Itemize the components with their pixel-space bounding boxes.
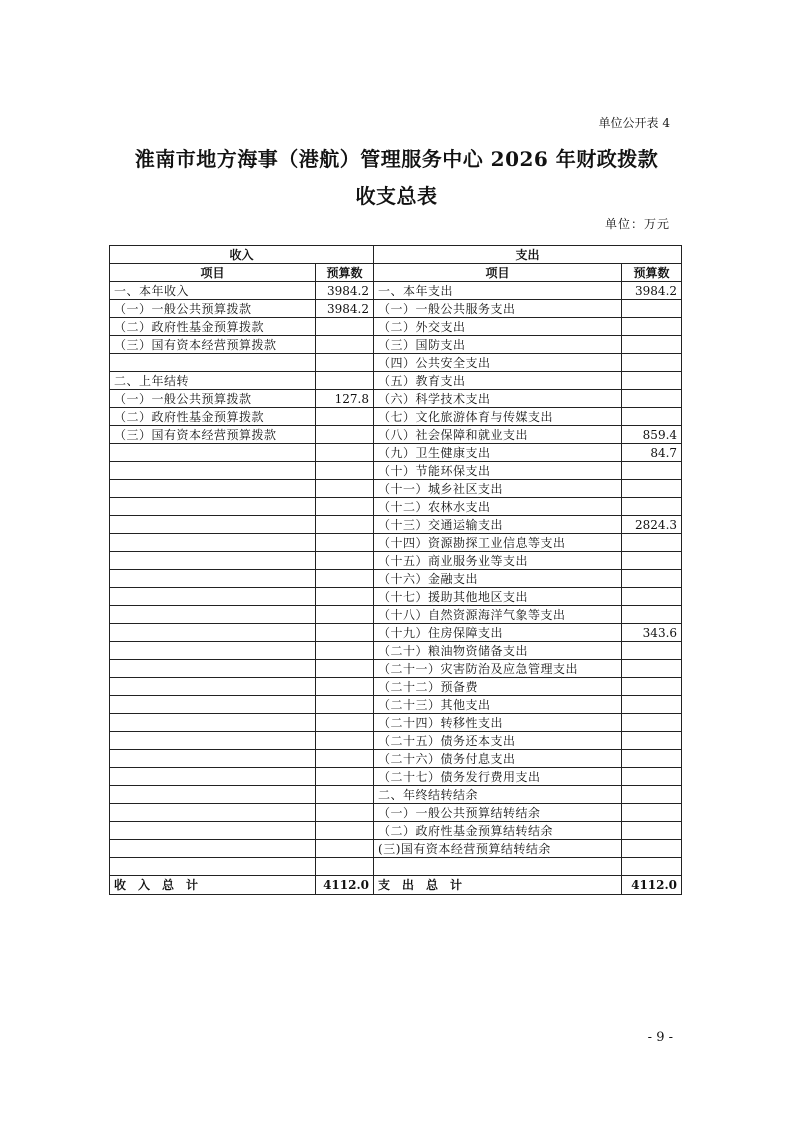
expense-amount-cell xyxy=(622,696,682,714)
expense-item-cell: （二十）粮油物资储备支出 xyxy=(374,642,622,660)
expense-amount-cell xyxy=(622,642,682,660)
expense-amount-cell xyxy=(622,336,682,354)
table-row xyxy=(110,840,682,858)
expense-amount-cell xyxy=(622,300,682,318)
table-row xyxy=(110,804,682,822)
table-row xyxy=(110,822,682,840)
income-amount-cell xyxy=(316,444,374,462)
income-amount-cell xyxy=(316,408,374,426)
table-row xyxy=(110,660,682,678)
income-amount-cell xyxy=(316,858,374,876)
expense-item-cell: （十八）自然资源海洋气象等支出 xyxy=(374,606,622,624)
expense-amount-cell xyxy=(622,354,682,372)
expense-item-cell: （二十六）债务付息支出 xyxy=(374,750,622,768)
page-number: - 9 - xyxy=(647,1030,673,1045)
income-item-cell xyxy=(110,606,316,624)
income-amount-cell xyxy=(316,696,374,714)
income-item-cell xyxy=(110,624,316,642)
expense-amount-cell xyxy=(622,480,682,498)
expense-amount-cell xyxy=(622,750,682,768)
table-row xyxy=(110,714,682,732)
income-amount-cell xyxy=(316,498,374,516)
expense-amount-cell xyxy=(622,498,682,516)
expense-item-cell: （二十七）债务发行费用支出 xyxy=(374,768,622,786)
income-item-cell: （三）国有资本经营预算拨款 xyxy=(110,426,316,444)
income-amount-cell xyxy=(316,480,374,498)
expense-item-cell: （二十五）债务还本支出 xyxy=(374,732,622,750)
expense-item-cell: （六）科学技术支出 xyxy=(374,390,622,408)
table-row xyxy=(110,462,682,480)
expense-item-cell: （七）文化旅游体育与传媒支出 xyxy=(374,408,622,426)
expense-item-cell: （十七）援助其他地区支出 xyxy=(374,588,622,606)
section-header-row xyxy=(110,246,682,264)
income-amount-cell xyxy=(316,822,374,840)
table-row xyxy=(110,426,682,444)
income-item-cell xyxy=(110,750,316,768)
expense-item-cell: （十六）金融支出 xyxy=(374,570,622,588)
expense-amount-cell xyxy=(622,840,682,858)
income-amount-cell xyxy=(316,354,374,372)
budget-table-body xyxy=(110,246,682,895)
income-amount-cell xyxy=(316,750,374,768)
expense-amount-header: 预算数 xyxy=(622,264,682,282)
expense-amount-cell xyxy=(622,570,682,588)
table-row xyxy=(110,624,682,642)
expense-item-cell: （五）教育支出 xyxy=(374,372,622,390)
income-item-cell xyxy=(110,696,316,714)
income-amount-cell xyxy=(316,534,374,552)
table-row xyxy=(110,588,682,606)
expense-item-cell: （四）公共安全支出 xyxy=(374,354,622,372)
income-item-cell xyxy=(110,444,316,462)
income-amount-cell xyxy=(316,768,374,786)
expense-amount-cell xyxy=(622,408,682,426)
table-row xyxy=(110,282,682,300)
income-amount-cell xyxy=(316,642,374,660)
income-amount-cell xyxy=(316,840,374,858)
income-amount-cell xyxy=(316,570,374,588)
income-item-cell xyxy=(110,822,316,840)
table-row xyxy=(110,516,682,534)
table-row xyxy=(110,372,682,390)
expense-amount-cell xyxy=(622,804,682,822)
expense-amount-cell xyxy=(622,660,682,678)
income-amount-cell xyxy=(316,624,374,642)
income-item-cell xyxy=(110,804,316,822)
income-amount-cell: 3984.2 xyxy=(316,282,374,300)
income-amount-cell xyxy=(316,588,374,606)
total-row xyxy=(110,876,682,895)
income-item-cell xyxy=(110,588,316,606)
expense-item-cell: 二、年终结转结余 xyxy=(374,786,622,804)
income-item-cell xyxy=(110,354,316,372)
income-amount-cell xyxy=(316,804,374,822)
income-item-cell xyxy=(110,786,316,804)
expense-amount-cell xyxy=(622,372,682,390)
expense-amount-cell xyxy=(622,858,682,876)
table-row xyxy=(110,570,682,588)
income-amount-cell xyxy=(316,678,374,696)
expense-amount-cell: 84.7 xyxy=(622,444,682,462)
expense-item-cell: （一）一般公共服务支出 xyxy=(374,300,622,318)
expense-amount-cell xyxy=(622,822,682,840)
income-amount-cell xyxy=(316,732,374,750)
income-amount-cell xyxy=(316,714,374,732)
expense-amount-cell xyxy=(622,552,682,570)
income-amount-cell: 3984.2 xyxy=(316,300,374,318)
income-amount-cell xyxy=(316,462,374,480)
income-item-cell: （二）政府性基金预算拨款 xyxy=(110,408,316,426)
expense-amount-cell: 2824.3 xyxy=(622,516,682,534)
table-row xyxy=(110,336,682,354)
expense-amount-cell: 859.4 xyxy=(622,426,682,444)
income-amount-cell xyxy=(316,660,374,678)
expense-item-cell: （二十四）转移性支出 xyxy=(374,714,622,732)
unit-label: 单位：万元 xyxy=(604,217,670,231)
income-item-cell xyxy=(110,516,316,534)
table-row xyxy=(110,444,682,462)
income-amount-cell: 127.8 xyxy=(316,390,374,408)
table-row xyxy=(110,768,682,786)
income-item-cell xyxy=(110,498,316,516)
income-amount-cell xyxy=(316,786,374,804)
income-amount-cell xyxy=(316,552,374,570)
table-row xyxy=(110,498,682,516)
table-number: 单位公开表 4 xyxy=(598,116,670,130)
expense-item-header: 项目 xyxy=(374,264,622,282)
income-item-cell xyxy=(110,714,316,732)
expense-amount-cell xyxy=(622,768,682,786)
table-row xyxy=(110,786,682,804)
expense-amount-cell xyxy=(622,678,682,696)
income-item-cell: （一）一般公共预算拨款 xyxy=(110,300,316,318)
expense-amount-cell: 343.6 xyxy=(622,624,682,642)
income-amount-cell xyxy=(316,318,374,336)
income-item-cell xyxy=(110,732,316,750)
expense-item-cell: （十二）农林水支出 xyxy=(374,498,622,516)
income-total-value: 4112.0 xyxy=(316,876,374,895)
income-amount-header: 预算数 xyxy=(316,264,374,282)
expense-total-label: 支 出 总 计 xyxy=(374,876,622,895)
expense-header: 支出 xyxy=(374,246,682,264)
table-row xyxy=(110,354,682,372)
expense-item-cell: （八）社会保障和就业支出 xyxy=(374,426,622,444)
income-item-cell: （一）一般公共预算拨款 xyxy=(110,390,316,408)
table-row xyxy=(110,480,682,498)
expense-item-cell: （十一）城乡社区支出 xyxy=(374,480,622,498)
income-item-cell xyxy=(110,660,316,678)
income-item-cell xyxy=(110,642,316,660)
expense-item-cell: （九）卫生健康支出 xyxy=(374,444,622,462)
income-amount-cell xyxy=(316,516,374,534)
expense-item-cell: 一、本年支出 xyxy=(374,282,622,300)
income-item-cell: （二）政府性基金预算拨款 xyxy=(110,318,316,336)
income-item-cell xyxy=(110,462,316,480)
table-row xyxy=(110,642,682,660)
expense-total-value: 4112.0 xyxy=(622,876,682,895)
table-row xyxy=(110,534,682,552)
table-row xyxy=(110,858,682,876)
income-item-cell xyxy=(110,768,316,786)
expense-amount-cell xyxy=(622,714,682,732)
column-header-row xyxy=(110,264,682,282)
income-item-cell: 一、本年收入 xyxy=(110,282,316,300)
expense-item-cell: （十四）资源勘探工业信息等支出 xyxy=(374,534,622,552)
income-item-cell: 二、上年结转 xyxy=(110,372,316,390)
income-item-cell xyxy=(110,480,316,498)
expense-amount-cell: 3984.2 xyxy=(622,282,682,300)
table-row xyxy=(110,732,682,750)
expense-item-cell: （十三）交通运输支出 xyxy=(374,516,622,534)
income-item-cell xyxy=(110,840,316,858)
income-item-cell xyxy=(110,552,316,570)
expense-item-cell: （十九）住房保障支出 xyxy=(374,624,622,642)
income-item-header: 项目 xyxy=(110,264,316,282)
page-title: 淮南市地方海事（港航）管理服务中心 2026 年财政拨款 xyxy=(134,147,659,171)
expense-item-cell: （三）国防支出 xyxy=(374,336,622,354)
expense-item-cell: (三)国有资本经营预算结转结余 xyxy=(374,840,622,858)
table-row xyxy=(110,390,682,408)
table-row xyxy=(110,606,682,624)
expense-item-cell: （十五）商业服务业等支出 xyxy=(374,552,622,570)
income-item-cell xyxy=(110,678,316,696)
income-amount-cell xyxy=(316,372,374,390)
expense-item-cell: （一）一般公共预算结转结余 xyxy=(374,804,622,822)
income-item-cell xyxy=(110,858,316,876)
expense-item-cell: （二）外交支出 xyxy=(374,318,622,336)
income-total-label: 收 入 总 计 xyxy=(110,876,316,895)
budget-table xyxy=(109,245,682,895)
income-amount-cell xyxy=(316,336,374,354)
expense-item-cell: （二十一）灾害防治及应急管理支出 xyxy=(374,660,622,678)
table-row xyxy=(110,750,682,768)
expense-amount-cell xyxy=(622,534,682,552)
income-header: 收入 xyxy=(110,246,374,264)
expense-item-cell: （二）政府性基金预算结转结余 xyxy=(374,822,622,840)
page-title-line2: 收支总表 xyxy=(355,184,438,208)
income-amount-cell xyxy=(316,426,374,444)
expense-amount-cell xyxy=(622,606,682,624)
income-item-cell xyxy=(110,570,316,588)
expense-item-cell: （十）节能环保支出 xyxy=(374,462,622,480)
expense-amount-cell xyxy=(622,732,682,750)
income-item-cell xyxy=(110,534,316,552)
table-row xyxy=(110,318,682,336)
table-row xyxy=(110,696,682,714)
expense-item-cell xyxy=(374,858,622,876)
expense-item-cell: （二十二）预备费 xyxy=(374,678,622,696)
expense-amount-cell xyxy=(622,588,682,606)
expense-amount-cell xyxy=(622,318,682,336)
income-item-cell: （三）国有资本经营预算拨款 xyxy=(110,336,316,354)
expense-amount-cell xyxy=(622,786,682,804)
table-row xyxy=(110,552,682,570)
table-row xyxy=(110,678,682,696)
expense-amount-cell xyxy=(622,462,682,480)
expense-amount-cell xyxy=(622,390,682,408)
table-row xyxy=(110,300,682,318)
expense-item-cell: （二十三）其他支出 xyxy=(374,696,622,714)
income-amount-cell xyxy=(316,606,374,624)
table-row xyxy=(110,408,682,426)
